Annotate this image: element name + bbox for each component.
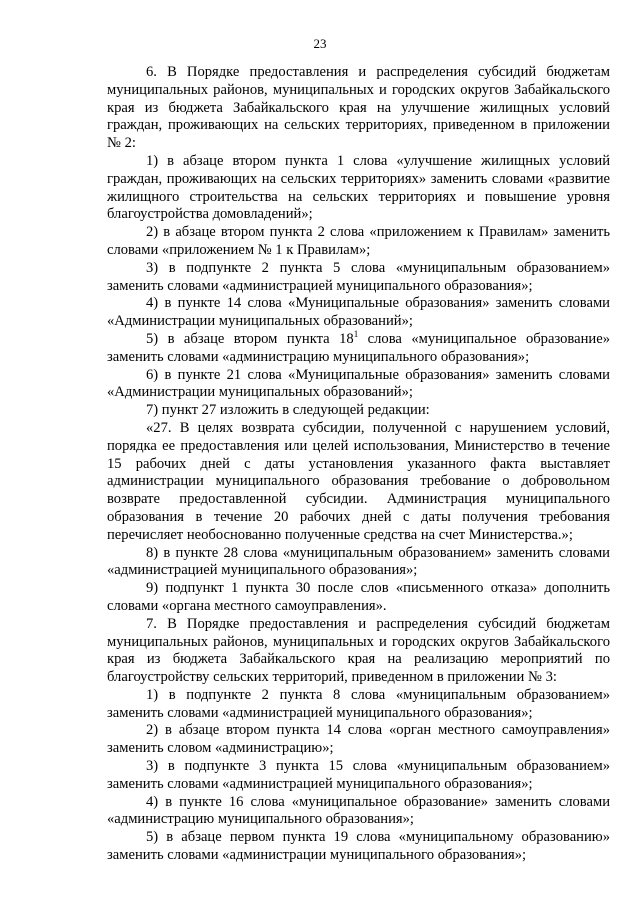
page-number: 23: [313, 36, 327, 51]
list-item: 8) в пункте 28 слова «муниципальным образованием» заменить словами «администрацией муниципального образования»;: [107, 544, 610, 579]
list-item: [107, 331, 610, 367]
list-item: 1) в абзаце втором пункта 1 слова «улучшение жилищных условий граждан, проживающих на сельских территориях» заменить словами «развитие жилищного строительства на сельских территориях и повышение уровня благоустройства домовладений»;: [107, 152, 610, 223]
paragraph-6: 6. В Порядке предоставления и распределения субсидий бюджетам муниципальных районов, муниципальных и городских округов Забайкальского края из бюджета Забайкальского края на улучшение жилищных условий граждан, проживающих на сельских территориях, приведенном в приложении № 2:: [107, 64, 610, 152]
list-item: 7) пункт 27 изложить в следующей редакции:: [146, 402, 430, 419]
quoted-paragraph: «27. В целях возврата субсидии, полученной с нарушением условий, порядка ее предоставления или целей использования, Министерство в течение 15 рабочих дней с даты установления указанного факта выставляет администрации муниципального образования требование о добровольном возврате предоставленной субсидии. Администрация муниципального образования в течение 20 рабочих дней с даты получения требования перечисляет необоснованно полученные средства на счет Министерства.»;: [107, 419, 610, 543]
list-item: 5) в абзаце первом пункта 19 слова «муниципальному образованию» заменить словами «администрации муниципального образования»;: [107, 829, 610, 864]
list-item: 4) в пункте 14 слова «Муниципальные образования» заменить словами «Администрации муниципальных образований»;: [107, 295, 610, 330]
list-item: 4) в пункте 16 слова «муниципальное образование» заменить словами «администрацию муниципального образования»;: [107, 793, 610, 828]
list-item: 3) в подпункте 2 пункта 5 слова «муниципальным образованием» заменить словами «администрацией муниципального образования»;: [107, 259, 610, 294]
list-item: 2) в абзаце втором пункта 14 слова «орган местного самоуправления» заменить словом «администрацию»;: [107, 722, 610, 757]
paragraph-7: 7. В Порядке предоставления и распределения субсидий бюджетам муниципальных районов, муниципальных и городских округов Забайкальского края из бюджета Забайкальского края на реализацию мероприятий по благоустройству сельских территорий, приведенном в приложении № 3:: [107, 615, 610, 686]
list-item: 1) в подпункте 2 пункта 8 слова «муниципальным образованием» заменить словами «администрацией муниципального образования»;: [107, 686, 610, 721]
list-item-text: слова «муниципальное образование» заменить словами «администрацию муниципального образования»;: [107, 330, 610, 365]
list-item: 2) в абзаце втором пункта 2 слова «приложением к Правилам» заменить словами «приложением № 1 к Правилам»;: [107, 224, 610, 258]
list-item: 9) подпункт 1 пункта 30 после слов «письменного отказа» дополнить словами «органа местного самоуправления».: [107, 580, 610, 614]
list-item: 3) в подпункте 3 пункта 15 слова «муниципальным образованием» заменить словами «администрацией муниципального образования»;: [107, 758, 610, 792]
superscript: 1: [353, 329, 359, 340]
list-item-text: 5) в абзаце втором пункта 18: [146, 330, 354, 347]
document-body: [107, 64, 610, 865]
list-item: 6) в пункте 21 слова «Муниципальные образования» заменить словами «Администрации муниципальных образований»;: [107, 366, 610, 401]
